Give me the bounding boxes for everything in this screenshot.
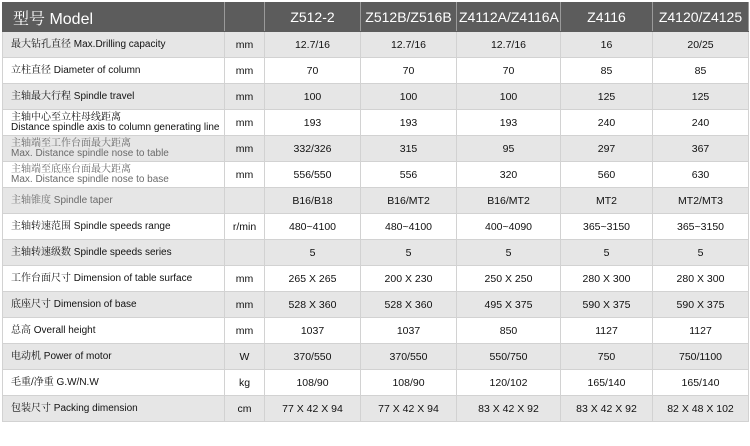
value-cell: 85	[653, 58, 749, 84]
table-row	[3, 344, 749, 370]
unit-cell: mm	[225, 318, 265, 344]
parameter-label-line: 主轴转速范围 Spindle speeds range	[11, 220, 171, 232]
table-row	[3, 292, 749, 318]
value-cell: 556/550	[265, 162, 361, 188]
value-cell: 12.7/16	[457, 32, 561, 58]
parameter-label-line: 包装尺寸 Packing dimension	[11, 402, 138, 414]
parameter-label-line: Max. Distance spindle nose to table	[11, 147, 169, 159]
value-cell: MT2	[561, 188, 653, 214]
value-cell: 370/550	[361, 344, 457, 370]
value-cell: 1037	[361, 318, 457, 344]
value-cell: 77 X 42 X 94	[265, 396, 361, 422]
value-cell: 5	[653, 240, 749, 266]
value-cell: 70	[361, 58, 457, 84]
header-model-1: Z512-2	[265, 3, 361, 32]
parameter-label	[3, 396, 225, 422]
parameter-label	[3, 240, 225, 266]
value-cell: 5	[561, 240, 653, 266]
value-cell: 100	[265, 84, 361, 110]
value-cell: 750	[561, 344, 653, 370]
value-cell: 590 X 375	[561, 292, 653, 318]
unit-cell: cm	[225, 396, 265, 422]
value-cell: 100	[361, 84, 457, 110]
table-row	[3, 318, 749, 344]
table-row	[3, 58, 749, 84]
value-cell: 590 X 375	[653, 292, 749, 318]
table-row	[3, 396, 749, 422]
value-cell: 100	[457, 84, 561, 110]
unit-cell: mm	[225, 110, 265, 136]
value-cell: 82 X 48 X 102	[653, 396, 749, 422]
parameter-label-line: 主轴转速级数 Spindle speeds series	[11, 246, 172, 258]
unit-cell: mm	[225, 84, 265, 110]
unit-cell: r/min	[225, 214, 265, 240]
value-cell: 108/90	[361, 370, 457, 396]
value-cell: 20/25	[653, 32, 749, 58]
value-cell: 108/90	[265, 370, 361, 396]
unit-cell: mm	[225, 32, 265, 58]
parameter-label	[3, 370, 225, 396]
value-cell: 365~3150	[561, 214, 653, 240]
value-cell: 120/102	[457, 370, 561, 396]
unit-cell: mm	[225, 58, 265, 84]
table-row	[3, 110, 749, 136]
parameter-label	[3, 344, 225, 370]
parameter-label	[3, 188, 225, 214]
spec-table	[2, 2, 749, 422]
value-cell: 556	[361, 162, 457, 188]
spec-body	[3, 32, 749, 422]
value-cell: 280 X 300	[653, 266, 749, 292]
parameter-label-line: 工作台面尺寸 Dimension of table surface	[11, 272, 193, 284]
value-cell: 12.7/16	[265, 32, 361, 58]
unit-cell: mm	[225, 292, 265, 318]
parameter-label	[3, 136, 225, 162]
value-cell: 12.7/16	[361, 32, 457, 58]
value-cell: 495 X 375	[457, 292, 561, 318]
unit-cell: mm	[225, 136, 265, 162]
parameter-label-line: 总高 Overall height	[11, 324, 96, 336]
value-cell: 560	[561, 162, 653, 188]
parameter-label	[3, 110, 225, 136]
parameter-label	[3, 84, 225, 110]
value-cell: 125	[653, 84, 749, 110]
value-cell: 528 X 360	[265, 292, 361, 318]
value-cell: 83 X 42 X 92	[457, 396, 561, 422]
value-cell: 5	[265, 240, 361, 266]
parameter-label-line: 主轴最大行程 Spindle travel	[11, 90, 135, 102]
table-row	[3, 188, 749, 214]
value-cell: 528 X 360	[361, 292, 457, 318]
value-cell: MT2/MT3	[653, 188, 749, 214]
parameter-label-line: 电动机 Power of motor	[11, 350, 112, 362]
value-cell: 85	[561, 58, 653, 84]
unit-cell: mm	[225, 266, 265, 292]
value-cell: 70	[265, 58, 361, 84]
value-cell: 332/326	[265, 136, 361, 162]
value-cell: B16/MT2	[457, 188, 561, 214]
value-cell: 850	[457, 318, 561, 344]
table-row	[3, 136, 749, 162]
parameter-label-line: 主轴中心至立柱母线距离	[11, 111, 121, 123]
value-cell: 1037	[265, 318, 361, 344]
value-cell: 193	[457, 110, 561, 136]
value-cell: 83 X 42 X 92	[561, 396, 653, 422]
table-row	[3, 214, 749, 240]
value-cell: 400~4090	[457, 214, 561, 240]
value-cell: 480~4100	[361, 214, 457, 240]
table-row	[3, 162, 749, 188]
value-cell: 320	[457, 162, 561, 188]
value-cell: B16/MT2	[361, 188, 457, 214]
unit-cell	[225, 188, 265, 214]
value-cell: 193	[361, 110, 457, 136]
value-cell: 370/550	[265, 344, 361, 370]
unit-cell: mm	[225, 162, 265, 188]
value-cell: 480~4100	[265, 214, 361, 240]
parameter-label	[3, 58, 225, 84]
value-cell: 750/1100	[653, 344, 749, 370]
value-cell: 165/140	[653, 370, 749, 396]
table-row	[3, 266, 749, 292]
value-cell: 16	[561, 32, 653, 58]
parameter-label-line: 主轴端至底座台面最大距离	[11, 163, 131, 175]
parameter-label-line: Distance spindle axis to column generating line	[11, 121, 220, 133]
value-cell: 265 X 265	[265, 266, 361, 292]
table-row	[3, 32, 749, 58]
parameter-label-line: 主轴锥度 Spindle taper	[11, 194, 113, 206]
parameter-label	[3, 214, 225, 240]
parameter-label	[3, 162, 225, 188]
value-cell: 5	[361, 240, 457, 266]
parameter-label-line: 最大钻孔直径 Max.Drilling capacity	[11, 38, 166, 50]
value-cell: B16/B18	[265, 188, 361, 214]
value-cell: 550/750	[457, 344, 561, 370]
table-row	[3, 240, 749, 266]
value-cell: 1127	[561, 318, 653, 344]
value-cell: 365~3150	[653, 214, 749, 240]
value-cell: 250 X 250	[457, 266, 561, 292]
header-model-2: Z512B/Z516B	[361, 3, 457, 32]
value-cell: 70	[457, 58, 561, 84]
unit-cell: kg	[225, 370, 265, 396]
unit-cell: W	[225, 344, 265, 370]
parameter-label-line: 立柱直径 Diameter of column	[11, 64, 141, 76]
parameter-label	[3, 318, 225, 344]
header-model-4: Z4116	[561, 3, 653, 32]
value-cell: 95	[457, 136, 561, 162]
value-cell: 200 X 230	[361, 266, 457, 292]
value-cell: 367	[653, 136, 749, 162]
value-cell: 5	[457, 240, 561, 266]
parameter-label-line: 底座尺寸 Dimension of base	[11, 298, 137, 310]
value-cell: 240	[653, 110, 749, 136]
table-row	[3, 370, 749, 396]
parameter-label	[3, 292, 225, 318]
value-cell: 630	[653, 162, 749, 188]
header-row	[3, 3, 749, 32]
value-cell: 280 X 300	[561, 266, 653, 292]
value-cell: 193	[265, 110, 361, 136]
value-cell: 125	[561, 84, 653, 110]
header-unit	[225, 3, 265, 32]
parameter-label	[3, 32, 225, 58]
parameter-label	[3, 266, 225, 292]
header-model-5: Z4120/Z4125	[653, 3, 749, 32]
parameter-label-line: 毛重/净重 G.W/N.W	[11, 376, 99, 388]
table-row	[3, 84, 749, 110]
value-cell: 315	[361, 136, 457, 162]
header-model-3: Z4112A/Z4116A	[457, 3, 561, 32]
value-cell: 77 X 42 X 94	[361, 396, 457, 422]
header-model-label: 型号 Model	[3, 3, 225, 32]
value-cell: 1127	[653, 318, 749, 344]
value-cell: 165/140	[561, 370, 653, 396]
parameter-label-line: Max. Distance spindle nose to base	[11, 173, 169, 185]
value-cell: 240	[561, 110, 653, 136]
parameter-label-line: 主轴端至工作台面最大距离	[11, 137, 131, 149]
unit-cell	[225, 240, 265, 266]
value-cell: 297	[561, 136, 653, 162]
